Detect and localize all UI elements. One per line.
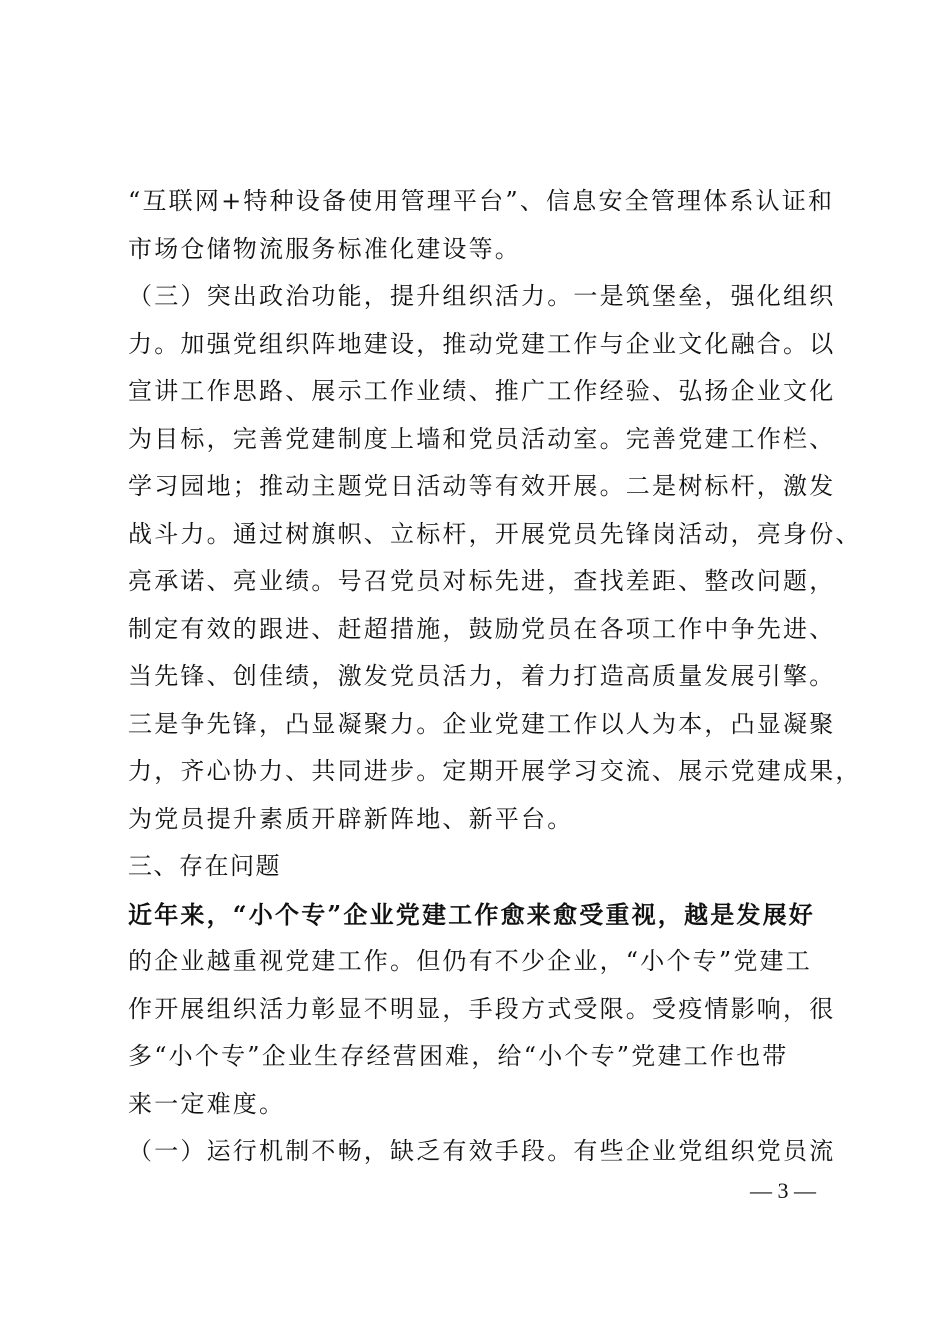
text-line: 宣讲工作思路、展示工作业绩、推广工作经验、弘扬企业文化 <box>128 377 836 405</box>
text-line: 多“小个专”企业生存经营困难，给“小个专”党建工作也带 <box>128 1042 789 1070</box>
text-line: 战斗力。通过树旗帜、立标杆，开展党员先锋岗活动，亮身份、 <box>128 519 862 548</box>
text-line: “互联网+特种设备使用管理平台”、信息安全管理体系认证和 <box>128 187 835 215</box>
text-line: 三是争先锋，凸显凝聚力。企业党建工作以人为本，凸显凝聚 <box>128 709 836 738</box>
text-line: 的企业越重视党建工作。但仍有不少企业，“小个专”党建工 <box>128 947 812 975</box>
text-line: 学习园地；推动主题党日活动等有效开展。二是树标杆，激发 <box>128 472 836 500</box>
bold-text-line: 近年来，“小个专”企业党建工作愈来愈受重视，越是发展好 <box>128 899 816 929</box>
text-line: 制定有效的跟进、赶超措施，鼓励党员在各项工作中争先进、 <box>128 614 836 643</box>
text-line: 为目标，完善党建制度上墙和党员活动室。完善党建工作栏、 <box>128 424 836 453</box>
section-heading: 三、存在问题 <box>128 852 281 880</box>
page-number: — 3 — <box>750 1178 816 1203</box>
text-line: 市场仓储物流服务标准化建设等。 <box>128 234 521 263</box>
text-line: 亮承诺、亮业绩。号召党员对标先进，查找差距、整改问题， <box>128 567 836 595</box>
text-line: 为党员提升素质开辟新阵地、新平台。 <box>128 804 574 833</box>
section-subheading-line: （一）运行机制不畅，缺乏有效手段。有些企业党组织党员流 <box>128 1137 836 1165</box>
body-text <box>128 178 862 1176</box>
text-line: 作开展组织活力彰显不明显，手段方式受限。受疫情影响，很 <box>128 994 836 1023</box>
section-subheading-line: （三）突出政治功能，提升组织活力。一是筑堡垒，强化组织 <box>128 282 836 310</box>
text-line: 当先锋、创佳绩，激发党员活力，着力打造高质量发展引擎。 <box>128 662 836 690</box>
text-line: 力。加强党组织阵地建设，推动党建工作与企业文化融合。以 <box>128 329 836 358</box>
text-line: 来一定难度。 <box>128 1089 286 1118</box>
text-line: 力，齐心协力、共同进步。定期开展学习交流、展示党建成果， <box>128 757 862 785</box>
